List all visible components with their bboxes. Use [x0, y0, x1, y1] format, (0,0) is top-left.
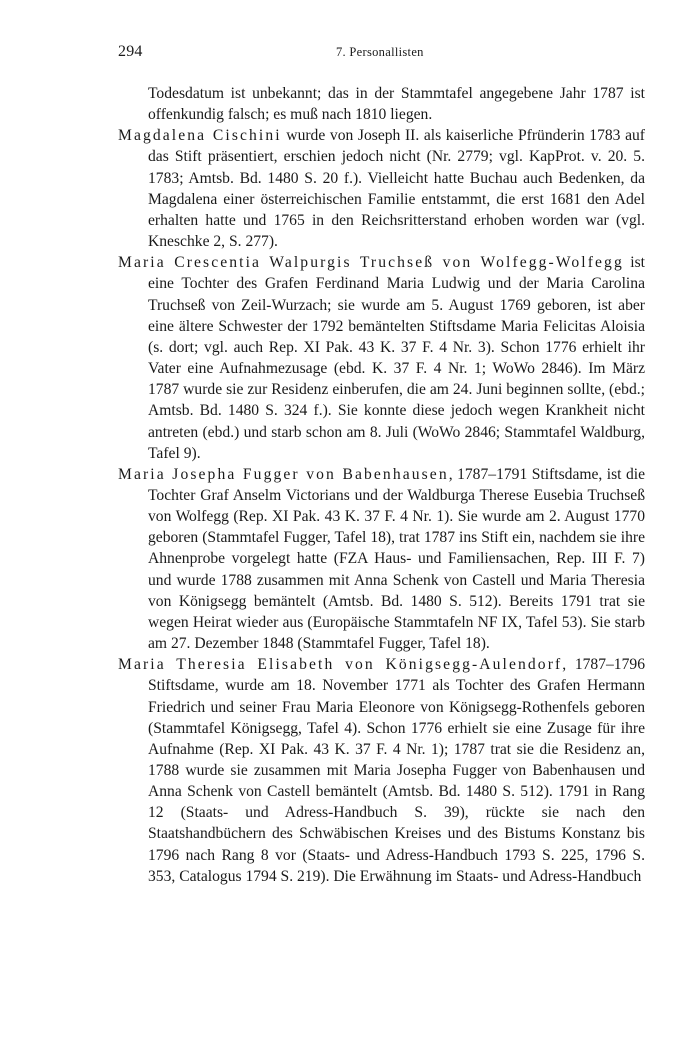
entry-maria-crescentia [118, 252, 645, 464]
entry-continuation [118, 83, 645, 125]
entry-magdalena-cischini [118, 125, 645, 252]
entry-name: Maria Theresia Elisabeth von Königsegg-Aulendorf [118, 656, 563, 674]
entry-name: Maria Crescentia Walpurgis Truchseß von Wolfegg-Wolfegg [118, 254, 624, 272]
entry-text: Todesdatum ist unbekannt; das in der Stammtafel angegebene Jahr 1787 ist offenkundig falsch; es muß nach 1810 liegen. [148, 85, 645, 124]
running-head: 7. Personallisten [336, 45, 424, 59]
page-number: 294 [118, 43, 143, 60]
entry-maria-theresia [118, 654, 645, 887]
entry-text: wurde von Joseph II. als kaiserliche Pfründerin 1783 auf das Stift präsentiert, erschien jedoch nicht (Nr. 2779; vgl. KapProt. v. 20. 5. 1783; Amtsb. Bd. 1480 S. 20 f.). Vielleicht hatte Buchau auch Bedenken, da Magdalena einer österreichischen Familie entstammt, die erst 1681 den Adel erhalten hatte und 1765 in den Reichsritterstand erhoben worden war (vgl. Kneschke 2, S. 277). [148, 127, 645, 251]
entry-text: ist eine Tochter des Grafen Ferdinand Maria Ludwig und der Maria Carolina Truchseß von Zeil-Wurzach; sie wurde am 5. August 1769 geboren, ist aber eine ältere Schwester der 1792 bemäntelten Stiftsdame Maria Felicitas Aloisia (s. dort; vgl. auch Rep. XI Pak. 43 K. 37 F. 4 Nr. 3). Schon 1776 erhielt ihr Vater eine Aufnahmezusage (ebd. K. 37 F. 4 Nr. 1; WoWo 2846). Im März 1787 wurde sie zur Residenz einberufen, die am 24. Juni beginnen sollte, (ebd.; Amtsb. Bd. 1480 S. 324 f.). Sie konnte diese jedoch wegen Krankheit nicht antreten (ebd.) und starb schon am 8. Juli (WoWo 2846; Stammtafel Waldburg, Tafel 9). [148, 254, 646, 462]
entry-name: Maria Josepha Fugger von Babenhausen [118, 465, 449, 483]
entry-text: , 1787–1796 Stiftsdame, wurde am 18. November 1771 als Tochter des Grafen Hermann Friedrich und seiner Frau Maria Eleonore von Königsegg-Rothenfels geboren (Stammtafel Königsegg, Tafel 4). Schon 1776 erhielt sie eine Zusage für ihre Aufnahme (Rep. XI Pak. 43 K. 37 F. 4 Nr. 1); 1787 trat sie die Residenz an, 1788 wurde sie zusammen mit Maria Josepha Fugger von Babenhausen und Anna Schenk von Castell bemäntelt (Amtsb. Bd. 1480 S. 512). 1791 in Rang 12 (Staats- und Adress-Handbuch S. 39), rückte sie nach den Staatshandbüchern des Schwäbischen Kreises und des Bistums Konstanz bis 1796 nach Rang 8 vor (Staats- und Adress-Handbuch 1793 S. 225, 1796 S. 353, Catalogus 1794 S. 219). Die Erwähnung im Staats- und Adress-Handbuch [148, 656, 645, 885]
entry-text: , 1787–1791 Stiftsdame, ist die Tochter Graf Anselm Victorians und der Waldburga Therese Eusebia Truchseß von Wolfegg (Rep. XI Pak. 43 K. 37 F. 4 Nr. 1). Sie wurde am 2. August 1770 geboren (Stammtafel Fugger, Tafel 18), trat 1787 ins Stift ein, nachdem sie ihre Ahnenprobe vorgelegt hatte (FZA Haus- und Familiensachen, Rep. III F. 7) und wurde 1788 zusammen mit Anna Schenk von Castell und Maria Theresia von Königsegg bemäntelt (Amtsb. Bd. 1480 S. 512). Bereits 1791 trat sie wegen Heirat wieder aus (Europäische Stammtafeln NF IX, Tafel 53). Sie starb am 27. Dezember 1848 (Stammtafel Fugger, Tafel 18). [148, 465, 645, 653]
page-body [118, 83, 645, 887]
entry-maria-josepha [118, 464, 645, 654]
entry-name: Magdalena Cischini [118, 127, 282, 145]
